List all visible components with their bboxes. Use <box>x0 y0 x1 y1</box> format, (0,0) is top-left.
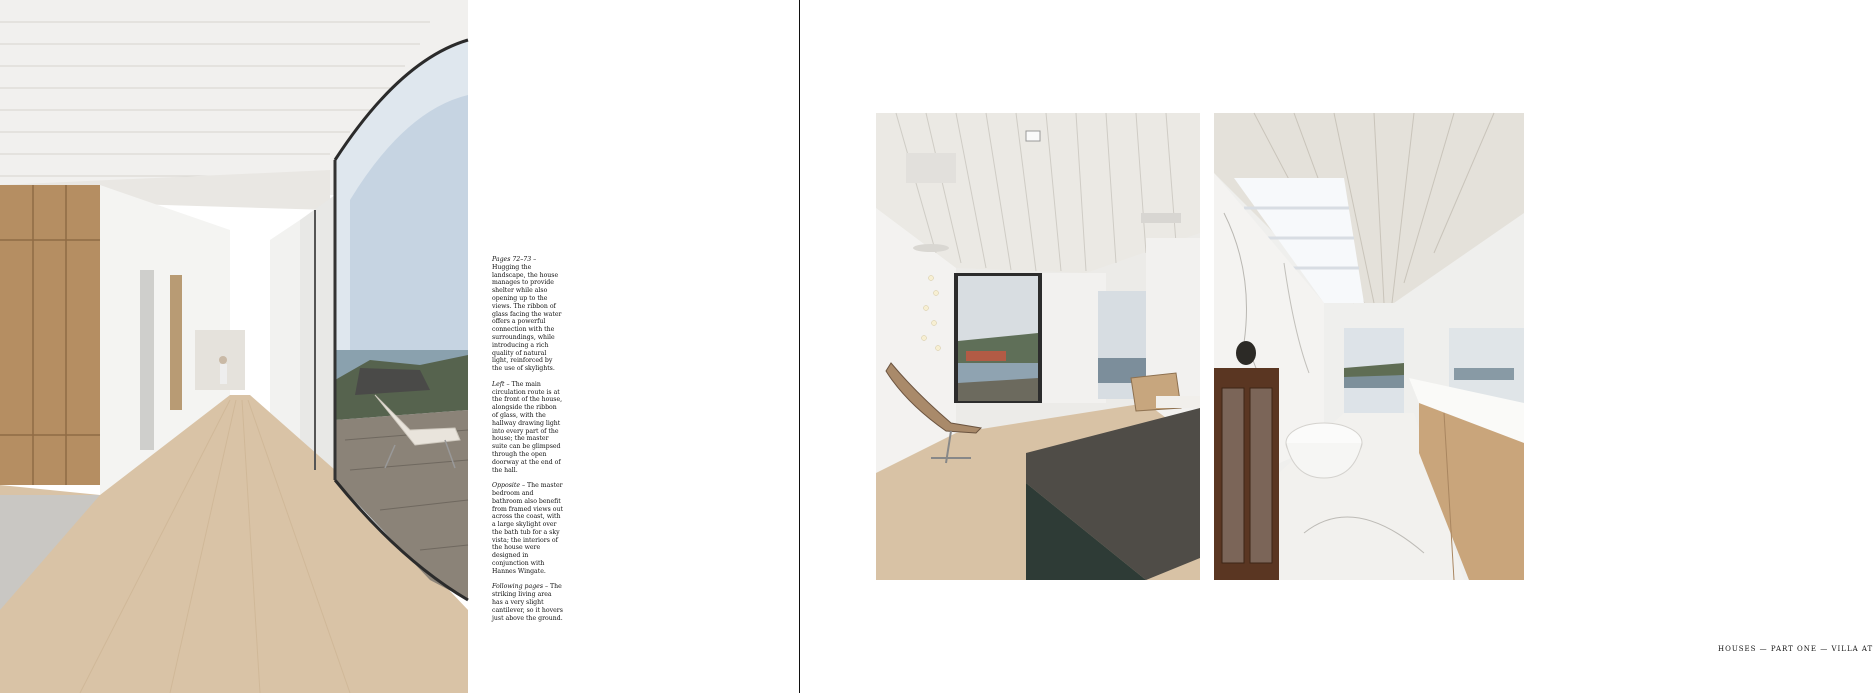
caption-text: – The main circulation route is at the front of the house, alongside the ribbon of glass, with the hallway drawing light into every part of the house; the master suite can be glimpsed through the open doorway at the end of the hall. <box>492 380 563 474</box>
hallway-photo <box>0 0 468 693</box>
right-page <box>800 0 1873 693</box>
caption-text: – The master bedroom and bathroom also benefit from framed views out across the coast, with a large skylight over the bath tub for a sky vista; the interiors of the house were designed in conjunction with Hannes Wingate. <box>492 482 563 575</box>
bathroom-photo <box>1214 113 1524 580</box>
caption-opposite <box>492 482 564 576</box>
caption-lead: Pages 72–73 <box>492 256 532 263</box>
running-footer: HOUSES — PART ONE — VILLA AT <box>1718 645 1873 653</box>
bedroom-image <box>876 113 1200 580</box>
hallway-image <box>0 0 468 693</box>
caption-text: – Hugging the landscape, the house manages to provide shelter while also opening up to the views. The ribbon of glass facing the water offers a powerful connection with the surroundings, while introducing a rich quality of natural light, reinforced by the use of skylights. <box>492 256 562 373</box>
caption-pages-72-73 <box>492 256 564 373</box>
caption-block <box>492 256 564 630</box>
caption-following-pages <box>492 583 564 622</box>
bathroom-image <box>1214 113 1524 580</box>
left-page <box>0 0 800 693</box>
caption-lead: Following pages <box>492 583 543 591</box>
caption-lead: Left <box>492 380 505 388</box>
caption-text: – The striking living area has a very slight cantilever, so it hovers just above the ground. <box>492 583 563 622</box>
caption-left <box>492 381 564 475</box>
bedroom-photo <box>876 113 1200 580</box>
caption-lead: Opposite <box>492 482 521 490</box>
